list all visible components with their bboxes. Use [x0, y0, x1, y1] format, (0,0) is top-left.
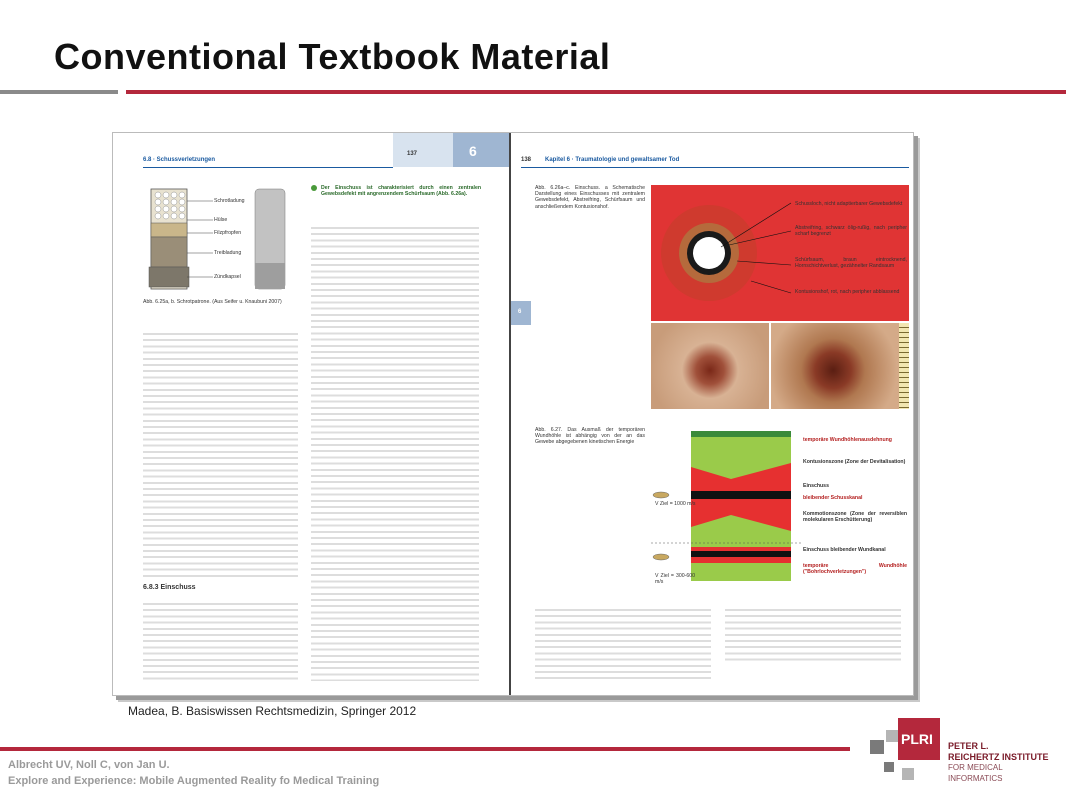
logo-line-3: FOR MEDICAL: [948, 763, 1003, 772]
footer-authors: Albrecht UV, Noll C, von Jan U.: [8, 759, 170, 771]
ruler-scale: [899, 323, 909, 409]
velocity-label-2: V Ziel = 300-600 m/s: [655, 573, 695, 586]
cartridge-label-3: Filzpfropfen: [214, 230, 242, 236]
right-page-number: 138: [521, 157, 532, 163]
cartridge-label-1: Schrotladung: [214, 198, 245, 204]
wound-label-4: Kontusionshof, rot, nach peripher abblassend: [795, 289, 900, 295]
channel-label-6: Einschuss bleibender Wundkanal: [803, 547, 886, 553]
channel-label-4: bleibender Schusskanal: [803, 495, 863, 501]
logo-line-2: REICHERTZ INSTITUTE: [948, 752, 1049, 762]
left-chapter-number: 6: [469, 143, 477, 159]
slide-title: Conventional Textbook Material: [54, 36, 611, 77]
left-page-header: 6.8 · Schussverletzungen: [143, 157, 216, 163]
title-rule-red: [126, 90, 1066, 94]
logo-line-4: INFORMATICS: [948, 774, 1003, 783]
left-header-rule: [143, 167, 393, 168]
left-chapter-tab: [453, 133, 509, 167]
cartridge-label-5: Zündkapsel: [214, 274, 241, 280]
left-page-number: 137: [407, 151, 418, 157]
velocity-label-1: V Ziel = 1000 m/s: [655, 501, 696, 507]
cartridge-label-2: Hülse: [214, 217, 228, 223]
logo-block-grey-1: [870, 740, 884, 754]
channel-label-3: Einschuss: [803, 483, 829, 489]
title-rule-grey: [0, 90, 118, 94]
right-header-rule: [521, 167, 909, 168]
footer-paper-title: Explore and Experience: Mobile Augmented Reality fo Medical Training: [8, 775, 380, 787]
cartridge-label-4: Treibladung: [214, 250, 242, 256]
logo-block-grey-2: [886, 730, 898, 742]
textbook-right-page: [511, 133, 913, 695]
channel-label-7: temporäre Wundhöhle ("Bohrlochverletzungen"): [803, 563, 907, 576]
right-page-text-1: [535, 607, 711, 683]
fig26-caption: Abb. 6.26a–c. Einschuss. a Schematische Darstellung eines Einschusses mit zentralem Gewebsdefekt, Abstreifring, Schürfsaum und anschließendem Kontusionshof.: [535, 185, 645, 210]
wound-label-1: Schussloch, nicht adaptierbarer Gewebsdefekt: [795, 201, 903, 207]
left-figure-caption: Abb. 6.25a, b. Schrotpatrone. (Aus Seifer u. Knaubuni 2007): [143, 299, 282, 305]
source-caption: Madea, B. Basiswissen Rechtsmedizin, Springer 2012: [128, 704, 417, 718]
right-page-text-2: [725, 607, 901, 663]
channel-label-2: Kontusionszone (Zone der Devitalisation): [803, 459, 906, 465]
logo-block-grey-3: [884, 762, 894, 772]
wound-photo-b: [651, 323, 769, 409]
wound-label-2: Abstreifring, schwarz ölig-rußig, nach peripher scharf begrenzt: [795, 225, 907, 238]
logo-line-1: PETER L.: [948, 741, 989, 751]
wound-label-3: Schürfsaum, braun eintrocknend, Hornschichtverlust, gezähnelter Randsaum: [795, 257, 907, 270]
logo-badge-text: PLRI: [901, 731, 933, 747]
wound-photo-c: [771, 323, 909, 409]
note-icon: [311, 185, 317, 191]
left-column-text: [143, 331, 298, 577]
left-note-box: Der Einschuss ist charakterisiert durch einen zentralen Gewebsdefekt mit angrenzendem Schürfsaum (Abb. 6.26a).: [321, 185, 481, 198]
right-chapter-number: 6: [518, 309, 522, 315]
left-column-text-2: [143, 601, 298, 681]
textbook-left-page: [113, 133, 509, 695]
fig27-caption: Abb. 6.27. Das Ausmaß der temporären Wundhöhle ist abhängig von der an das Gewebe abgegebenen kinetischen Energie: [535, 427, 645, 446]
right-column-text: [311, 225, 479, 681]
logo-block-grey-4: [902, 768, 914, 780]
right-page-header: Kapitel 6 · Traumatologie und gewaltsamer Tod: [545, 157, 680, 163]
left-section-heading: 6.8.3 Einschuss: [143, 584, 196, 591]
footer-rule: [0, 747, 850, 751]
channel-label-5: Kommotionszone (Zone der reversiblen molekularen Erschütterung): [803, 511, 907, 524]
textbook-scan: [112, 132, 914, 696]
channel-label-1: temporäre Wundhöhlenausdehnung: [803, 437, 892, 443]
